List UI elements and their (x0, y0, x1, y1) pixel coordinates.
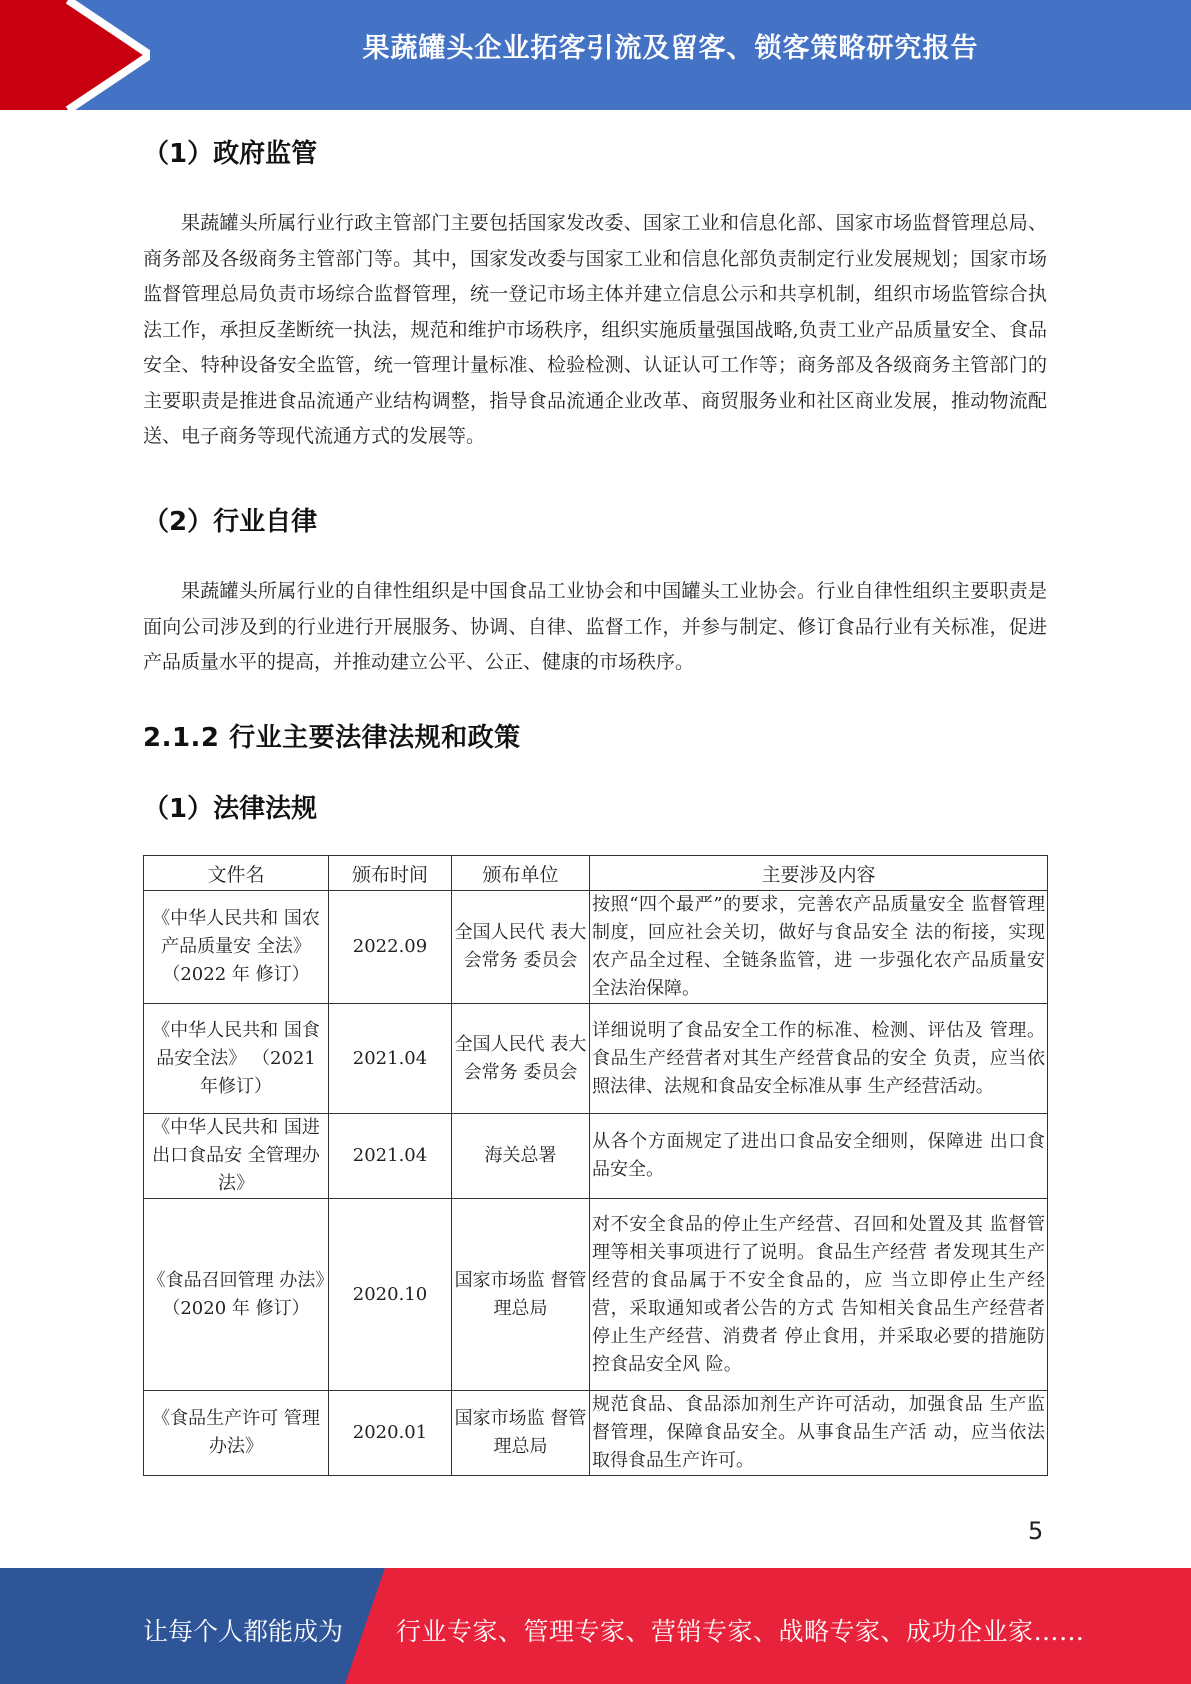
section-heading-laws: （1）法律法规 (143, 794, 318, 824)
page-number: 5 (1028, 1517, 1044, 1545)
cell-file-name: 《中华人民共和 国进出口食品安 全管理办法》 (144, 1114, 329, 1199)
cell-date: 2021.04 (329, 1004, 452, 1114)
table-header-row (144, 856, 1048, 891)
table-row (144, 891, 1048, 1004)
table-row (144, 1114, 1048, 1199)
cell-content: 对不安全食品的停止生产经营、召回和处置及其 监督管理等相关事项进行了说明。食品生产经营 者发现其生产经营的食品属于不安全食品的，应 当立即停止生产经营，采取通知或者公告的方式 告知相关食品生产经营者停止生产经营、消费者 停止食用，并采取必要的措施防控食品安全风 险。 (590, 1199, 1048, 1391)
cell-content: 从各个方面规定了进出口食品安全细则，保障进 出口食品安全。 (590, 1114, 1048, 1199)
table-row (144, 1199, 1048, 1391)
cell-content: 详细说明了食品安全工作的标准、检测、评估及 管理。食品生产经营者对其生产经营食品的安全 负责，应当依照法律、法规和食品安全标准从事 生产经营活动。 (590, 1004, 1048, 1114)
cell-file-name: 《中华人民共和 国农产品质量安 全法》（2022 年 修订） (144, 891, 329, 1004)
cell-file-name: 《食品生产许可 管理办法》 (144, 1391, 329, 1476)
paragraph-self-regulation: 果蔬罐头所属行业的自律性组织是中国食品工业协会和中国罐头工业协会。行业自律性组织主要职责是面向公司涉及到的行业进行开展服务、协调、自律、监督工作，并参与制定、修订食品行业有关标准，促进产品质量水平的提高，并推动建立公平、公正、健康的市场秩序。 (143, 580, 1047, 673)
header-arrow-decoration (0, 0, 150, 110)
header-org: 颁布单位 (452, 856, 590, 891)
laws-table (143, 855, 1048, 1476)
cell-org: 国家市场监 督管理总局 (452, 1391, 590, 1476)
report-title: 果蔬罐头企业拓客引流及留客、锁客策略研究报告 (362, 33, 979, 64)
header-content: 主要涉及内容 (590, 856, 1048, 891)
cell-date: 2022.09 (329, 891, 452, 1004)
cell-date: 2020.01 (329, 1391, 452, 1476)
cell-file-name: 《食品召回管理 办法》（2020 年 修订） (144, 1199, 329, 1391)
table-row (144, 1004, 1048, 1114)
footer-slogan-left: 让每个人都能成为 (143, 1617, 344, 1646)
table-row (144, 1391, 1048, 1476)
cell-content: 按照“四个最严”的要求，完善农产品质量安全 监督管理制度，回应社会关切，做好与食品安全 法的衔接，实现农产品全过程、全链条监管，进 一步强化农产品质量安全法治保障。 (590, 891, 1048, 1004)
paragraph-government: 果蔬罐头所属行业行政主管部门主要包括国家发改委、国家工业和信息化部、国家市场监督管理总局、商务部及各级商务主管部门等。其中，国家发改委与国家工业和信息化部负责制定行业发展规划；国家市场监督管理总局负责市场综合监督管理，统一登记市场主体并建立信息公示和共享机制，组织市场监管综合执法工作，承担反垄断统一执法，规范和维护市场秩序，组织实施质量强国战略,负责工业产品质量安全、食品安全、特种设备安全监管，统一管理计量标准、检验检测、认证认可工作等；商务部及各级商务主管部门的主要职责是推进食品流通产业结构调整，指导食品流通企业改革、商贸服务业和社区商业发展，推动物流配送、电子商务等现代流通方式的发展等。 (143, 212, 1047, 447)
header-date: 颁布时间 (329, 856, 452, 891)
cell-org: 全国人民代 表大会常务 委员会 (452, 891, 590, 1004)
page-header (0, 0, 1191, 110)
cell-date: 2021.04 (329, 1114, 452, 1199)
section-heading-self-regulation: （2）行业自律 (143, 507, 318, 537)
header-file-name: 文件名 (144, 856, 329, 891)
section-heading-government: （1）政府监管 (143, 139, 318, 169)
subsection-title-laws: 2.1.2 行业主要法律法规和政策 (143, 723, 521, 753)
cell-content: 规范食品、食品添加剂生产许可活动，加强食品 生产监督管理，保障食品安全。从事食品生产活 动，应当依法取得食品生产许可。 (590, 1391, 1048, 1476)
cell-date: 2020.10 (329, 1199, 452, 1391)
cell-org: 国家市场监 督管理总局 (452, 1199, 590, 1391)
footer-slogan-right: 行业专家、管理专家、营销专家、战略专家、成功企业家…… (396, 1617, 1085, 1646)
cell-org: 全国人民代 表大会常务 委员会 (452, 1004, 590, 1114)
cell-org: 海关总署 (452, 1114, 590, 1199)
cell-file-name: 《中华人民共和 国食品安全法》 （2021 年修订） (144, 1004, 329, 1114)
